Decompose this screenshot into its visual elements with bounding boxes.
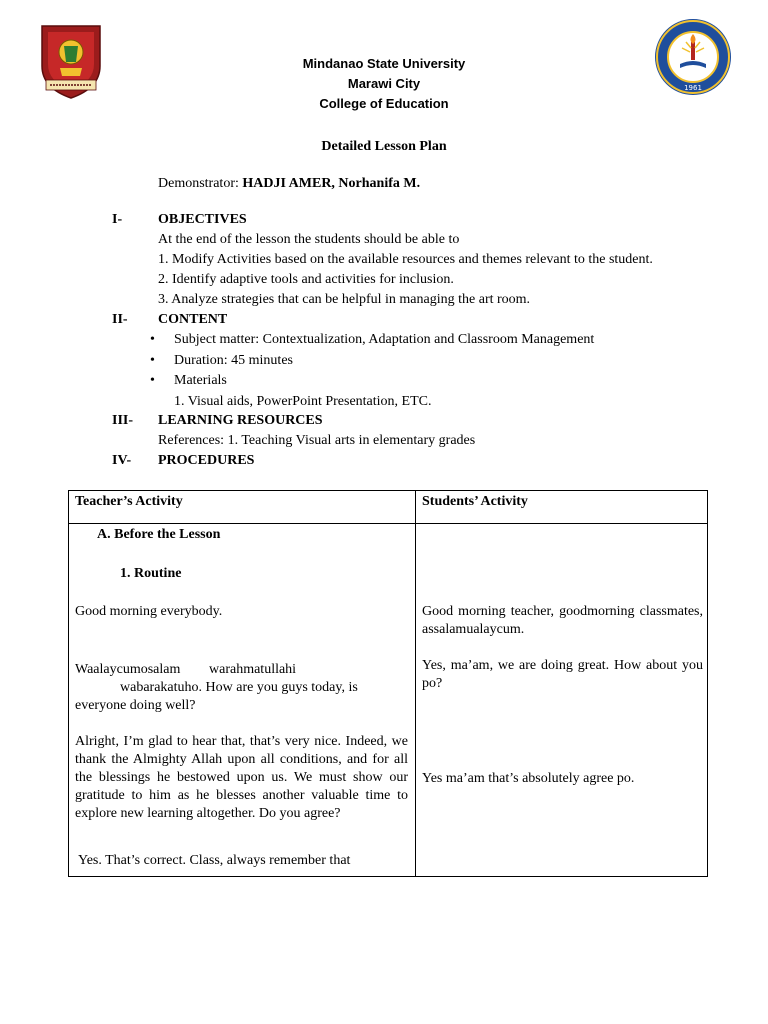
section-title-resources: LEARNING RESOURCES <box>158 413 323 428</box>
objectives-intro: At the end of the lesson the students should be able to <box>158 232 460 247</box>
teacher-activity-cell <box>69 524 416 877</box>
lesson-activity-table <box>68 490 708 877</box>
teacher-line: Alright, I’m glad to hear that, that’s very nice. Indeed, we thank the Almighty Allah upon all conditions, and for all the blessings he bestowed upon us. We must show our gratitude to him as he blesses another valuable time to explore new learning altogether. Do you agree? <box>75 734 408 821</box>
objective-item: 1. Modify Activities based on the available resources and themes relevant to the student. <box>158 252 653 267</box>
demonstrator-name: HADJI AMER, Norhanifa M. <box>242 176 421 191</box>
routine-heading: 1. Routine <box>120 566 182 581</box>
demonstrator-line <box>158 176 420 192</box>
objective-item: 2. Identify adaptive tools and activities for inclusion. <box>158 272 454 287</box>
section-numeral-content: II- <box>112 312 128 327</box>
students-activity-header: Students’ Activity <box>416 491 708 524</box>
teacher-line: Good morning everybody. <box>75 604 223 619</box>
student-line: Yes, ma’am, we are doing great. How about you po? <box>422 658 703 691</box>
teacher-line: Yes. That’s correct. Class, always remember that <box>78 853 351 868</box>
demonstrator-label: Demonstrator: <box>158 176 239 191</box>
student-line: Yes ma’am that’s absolutely agree po. <box>422 771 635 786</box>
before-lesson-heading: A. Before the Lesson <box>97 527 221 542</box>
section-title-content: CONTENT <box>158 312 228 327</box>
section-numeral-objectives: I- <box>112 212 123 227</box>
college-name: College of Education <box>319 96 449 111</box>
bullet-icon: • <box>150 353 155 368</box>
references-line: References: 1. Teaching Visual arts in elementary grades <box>158 433 476 448</box>
materials-item: 1. Visual aids, PowerPoint Presentation, ETC. <box>174 394 432 409</box>
content-bullet: Duration: 45 minutes <box>174 353 293 368</box>
section-numeral-procedures: IV- <box>112 453 132 468</box>
students-activity-cell <box>416 524 708 877</box>
teacher-line: Waalaycumosalam <box>75 662 181 677</box>
section-title-objectives: OBJECTIVES <box>158 212 247 227</box>
content-bullet: Materials <box>174 373 227 388</box>
svg-text:1961: 1961 <box>684 84 702 92</box>
university-name: Mindanao State University <box>302 56 466 71</box>
student-line: Good morning teacher, goodmorning classmates, assalamualaycum. <box>422 604 703 637</box>
objective-item: 3. Analyze strategies that can be helpful in managing the art room. <box>158 292 531 307</box>
university-city: Marawi City <box>347 76 421 91</box>
bullet-icon: • <box>150 373 155 388</box>
document-title: Detailed Lesson Plan <box>321 139 447 154</box>
teacher-line: wabarakatuho. How are you guys today, is everyone doing well? <box>75 680 358 713</box>
section-numeral-resources: III- <box>112 413 134 428</box>
teacher-line: warahmatullahi <box>209 662 297 677</box>
teacher-activity-header: Teacher’s Activity <box>69 491 416 524</box>
section-title-procedures: PROCEDURES <box>158 453 255 468</box>
content-bullet: Subject matter: Contextualization, Adaptation and Classroom Management <box>174 332 595 347</box>
bullet-icon: • <box>150 332 155 347</box>
